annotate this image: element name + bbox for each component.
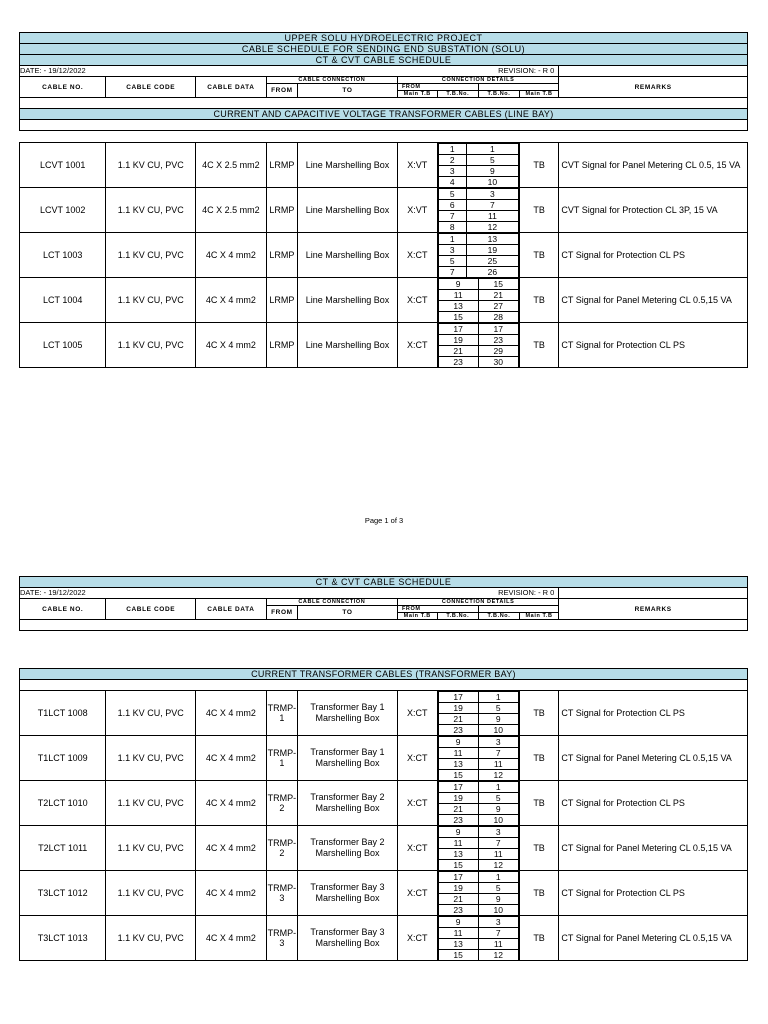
p2-col-remarks: REMARKS (559, 599, 748, 620)
tb-to-number: 12 (478, 950, 518, 961)
tb-to-number: 12 (466, 222, 518, 233)
tb-to-number: 5 (478, 793, 518, 804)
tb-from-number: 5 (438, 189, 466, 200)
p2-col-cable-connection: CABLE CONNECTION (266, 599, 397, 606)
tb-to-number: 11 (478, 759, 518, 770)
tb-from-number: 15 (438, 860, 478, 871)
cable-code: 1.1 KV CU, PVC (106, 143, 196, 188)
tb-from-number: 15 (438, 770, 478, 781)
tb-to-number: 3 (478, 917, 518, 928)
p2-col-cable-data: CABLE DATA (195, 599, 266, 620)
date-label: DATE: - 19/12/2022 (20, 66, 398, 77)
cable-no: LCVT 1001 (20, 143, 106, 188)
col-cable-connection: CABLE CONNECTION (266, 77, 397, 84)
main-tb: X:CT (397, 871, 437, 916)
terminal-block-cell (437, 691, 519, 736)
cable-data: 4C X 4 mm2 (196, 323, 267, 368)
col-tb-no-2: T.B.No. (479, 91, 520, 98)
page2-data-table (19, 668, 748, 961)
main-tb-to: TB (519, 916, 559, 961)
table-row (20, 781, 748, 826)
main-tb-to: TB (519, 233, 559, 278)
page2-title: CT & CVT CABLE SCHEDULE (20, 577, 748, 588)
terminal-block-cell (437, 143, 519, 188)
cable-code: 1.1 KV CU, PVC (106, 691, 196, 736)
to-location: Transformer Bay 2 Marshelling Box (298, 781, 398, 826)
p2-col-main-tb: Main T.B (397, 613, 437, 620)
tb-to-number: 1 (478, 782, 518, 793)
tb-from-number: 17 (438, 692, 478, 703)
section-title-transformer-bay: CURRENT TRANSFORMER CABLES (TRANSFORMER BAY) (20, 669, 748, 680)
page-number: Page 1 of 3 (364, 516, 404, 525)
remarks: CT Signal for Panel Metering CL 0.5,15 VA (559, 826, 748, 871)
tb-to-number: 10 (478, 725, 518, 736)
to-location: Line Marshelling Box (298, 323, 398, 368)
cable-data: 4C X 4 mm2 (196, 278, 267, 323)
p2-col-tb-no-2: T.B.No. (479, 613, 520, 620)
terminal-block-table (438, 143, 519, 187)
tb-from-number: 21 (438, 894, 478, 905)
tb-to-number: 12 (478, 860, 518, 871)
page2-revision-label: REVISION: - R 0 (397, 588, 558, 599)
to-location: Line Marshelling Box (298, 188, 398, 233)
col-cable-data: CABLE DATA (195, 77, 266, 98)
p2-col-cable-no: CABLE NO. (20, 599, 106, 620)
table-row (20, 278, 748, 323)
cable-code: 1.1 KV CU, PVC (106, 736, 196, 781)
cable-code: 1.1 KV CU, PVC (106, 871, 196, 916)
cable-no: T3LCT 1013 (20, 916, 106, 961)
page2-header-table (19, 576, 748, 631)
tb-to-number: 25 (466, 256, 518, 267)
project-title: UPPER SOLU HYDROELECTRIC PROJECT (20, 33, 748, 44)
tb-from-number: 17 (438, 324, 478, 335)
revision-label: REVISION: - R 0 (397, 66, 558, 77)
to-location: Transformer Bay 3 Marshelling Box (298, 871, 398, 916)
from-panel: TRMP-3 (266, 871, 297, 916)
tb-from-number: 6 (438, 200, 466, 211)
tb-from-number: 9 (438, 827, 478, 838)
tb-from-number: 21 (438, 346, 478, 357)
terminal-block-cell (437, 916, 519, 961)
main-tb: X:CT (397, 916, 437, 961)
p2-col-connection-details: CONNECTION DETAILS (397, 599, 558, 606)
from-panel: TRMP-3 (266, 916, 297, 961)
sub-title: CT & CVT CABLE SCHEDULE (20, 55, 748, 66)
cable-no: T2LCT 1010 (20, 781, 106, 826)
tb-from-number: 15 (438, 312, 478, 323)
cable-no: T2LCT 1011 (20, 826, 106, 871)
tb-to-number: 7 (478, 838, 518, 849)
remarks: CVT Signal for Protection CL 3P, 15 VA (559, 188, 748, 233)
col-from: FROM (266, 84, 297, 98)
col-main-tb: Main T.B (397, 91, 437, 98)
tb-to-number: 13 (466, 234, 518, 245)
to-location: Line Marshelling Box (298, 233, 398, 278)
terminal-block-cell (437, 278, 519, 323)
terminal-block-table (438, 233, 519, 277)
cable-no: LCVT 1002 (20, 188, 106, 233)
main-tb: X:CT (397, 736, 437, 781)
tb-to-number: 9 (478, 894, 518, 905)
tb-from-number: 19 (438, 793, 478, 804)
tb-from-number: 1 (438, 144, 466, 155)
table-row (20, 826, 748, 871)
tb-to-number: 10 (478, 815, 518, 826)
tb-from-number: 21 (438, 804, 478, 815)
tb-from-number: 13 (438, 939, 478, 950)
terminal-block-cell (437, 188, 519, 233)
remarks: CT Signal for Panel Metering CL 0.5,15 VA (559, 916, 748, 961)
tb-from-number: 7 (438, 267, 466, 278)
tb-from-number: 17 (438, 782, 478, 793)
main-tb-to: TB (519, 871, 559, 916)
tb-to-number: 27 (478, 301, 518, 312)
tb-from-number: 11 (438, 290, 478, 301)
cable-no: LCT 1005 (20, 323, 106, 368)
p2-col-main-tb-2: Main T.B (519, 613, 559, 620)
cable-data: 4C X 4 mm2 (195, 871, 266, 916)
from-panel: LRMP (266, 188, 297, 233)
cable-code: 1.1 KV CU, PVC (106, 278, 196, 323)
tb-from-number: 11 (438, 838, 478, 849)
tb-to-number: 11 (478, 849, 518, 860)
terminal-block-cell (437, 781, 519, 826)
tb-to-number: 9 (478, 714, 518, 725)
tb-to-number: 15 (478, 279, 518, 290)
main-tb-to: TB (519, 278, 559, 323)
tb-from-number: 7 (438, 211, 466, 222)
from-panel: LRMP (266, 233, 297, 278)
tb-from-number: 19 (438, 703, 478, 714)
main-tb-to: TB (519, 826, 559, 871)
terminal-block-table (438, 691, 519, 735)
remarks: CT Signal for Protection CL PS (559, 691, 748, 736)
cable-no: LCT 1003 (20, 233, 106, 278)
remarks: CT Signal for Protection CL PS (559, 871, 748, 916)
tb-from-number: 23 (438, 815, 478, 826)
to-location: Transformer Bay 3 Marshelling Box (298, 916, 398, 961)
tb-to-number: 7 (478, 928, 518, 939)
p2-col-from: FROM (266, 606, 297, 620)
tb-to-number: 5 (466, 155, 518, 166)
tb-from-number: 2 (438, 155, 466, 166)
tb-from-number: 4 (438, 177, 466, 188)
page2-date-label: DATE: - 19/12/2022 (20, 588, 398, 599)
cable-no: T1LCT 1009 (20, 736, 106, 781)
main-tb: X:CT (397, 781, 437, 826)
terminal-block-table (438, 916, 519, 960)
main-tb: X:CT (398, 233, 438, 278)
cable-no: LCT 1004 (20, 278, 106, 323)
terminal-block-cell (437, 826, 519, 871)
terminal-block-cell (437, 323, 519, 368)
tb-from-number: 11 (438, 748, 478, 759)
to-location: Transformer Bay 1 Marshelling Box (298, 691, 398, 736)
page1-header-table (19, 32, 748, 131)
remarks: CT Signal for Protection CL PS (559, 323, 748, 368)
tb-to-number: 12 (478, 770, 518, 781)
tb-to-number: 7 (466, 200, 518, 211)
tb-to-number: 9 (478, 804, 518, 815)
tb-to-number: 1 (466, 144, 518, 155)
terminal-block-table (438, 826, 519, 870)
table-row (20, 188, 748, 233)
remarks: CT Signal for Panel Metering CL 0.5,15 VA (559, 278, 748, 323)
terminal-block-cell (437, 871, 519, 916)
table-row (20, 691, 748, 736)
col-conn-from: FROM (397, 84, 478, 91)
col-cable-code: CABLE CODE (106, 77, 196, 98)
tb-to-number: 21 (478, 290, 518, 301)
tb-from-number: 23 (438, 725, 478, 736)
tb-to-number: 7 (478, 748, 518, 759)
remarks: CT Signal for Protection CL PS (559, 233, 748, 278)
tb-to-number: 26 (466, 267, 518, 278)
terminal-block-table (438, 781, 519, 825)
table-row (20, 916, 748, 961)
terminal-block-cell (437, 736, 519, 781)
terminal-block-table (438, 323, 519, 367)
col-remarks: REMARKS (559, 77, 748, 98)
terminal-block-table (438, 188, 519, 232)
tb-to-number: 28 (478, 312, 518, 323)
table-row (20, 143, 748, 188)
table-row (20, 323, 748, 368)
cable-code: 1.1 KV CU, PVC (106, 233, 196, 278)
cable-data: 4C X 2.5 mm2 (196, 188, 267, 233)
cable-no: T1LCT 1008 (20, 691, 106, 736)
tb-from-number: 21 (438, 714, 478, 725)
cable-data: 4C X 4 mm2 (195, 736, 266, 781)
page1-data-table (19, 142, 748, 368)
col-to: TO (298, 84, 398, 98)
tb-to-number: 1 (478, 872, 518, 883)
main-tb-to: TB (519, 143, 559, 188)
from-panel: TRMP-1 (266, 691, 297, 736)
p2-col-to: TO (298, 606, 398, 620)
tb-from-number: 19 (438, 335, 478, 346)
terminal-block-table (438, 871, 519, 915)
main-tb: X:VT (398, 143, 438, 188)
cable-data: 4C X 4 mm2 (195, 916, 266, 961)
cable-data: 4C X 4 mm2 (195, 826, 266, 871)
terminal-block-table (438, 278, 519, 322)
p2-col-tb-no: T.B.No. (437, 613, 479, 620)
cable-data: 4C X 4 mm2 (195, 781, 266, 826)
section-title-line-bay: CURRENT AND CAPACITIVE VOLTAGE TRANSFORMER CABLES (LINE BAY) (20, 109, 748, 120)
main-tb: X:CT (397, 826, 437, 871)
schedule-title: CABLE SCHEDULE FOR SENDING END SUBSTATION (SOLU) (20, 44, 748, 55)
main-tb: X:VT (398, 188, 438, 233)
remarks: CT Signal for Panel Metering CL 0.5,15 VA (559, 736, 748, 781)
remarks: CVT Signal for Panel Metering CL 0.5, 15 VA (559, 143, 748, 188)
tb-from-number: 1 (438, 234, 466, 245)
col-main-tb-2: Main T.B (519, 91, 559, 98)
tb-to-number: 1 (478, 692, 518, 703)
tb-to-number: 3 (478, 827, 518, 838)
tb-from-number: 13 (438, 759, 478, 770)
terminal-block-table (438, 736, 519, 780)
tb-from-number: 15 (438, 950, 478, 961)
tb-to-number: 19 (466, 245, 518, 256)
main-tb: X:CT (398, 278, 438, 323)
main-tb: X:CT (397, 691, 437, 736)
from-panel: TRMP-2 (266, 781, 297, 826)
from-panel: TRMP-2 (266, 826, 297, 871)
tb-to-number: 10 (478, 905, 518, 916)
tb-to-number: 30 (478, 357, 518, 368)
tb-to-number: 11 (478, 939, 518, 950)
cable-code: 1.1 KV CU, PVC (106, 916, 196, 961)
tb-to-number: 23 (478, 335, 518, 346)
tb-from-number: 17 (438, 872, 478, 883)
tb-from-number: 23 (438, 905, 478, 916)
from-panel: LRMP (266, 143, 297, 188)
table-row (20, 736, 748, 781)
tb-to-number: 3 (478, 737, 518, 748)
cable-data: 4C X 4 mm2 (196, 233, 267, 278)
main-tb-to: TB (519, 323, 559, 368)
main-tb-to: TB (519, 736, 559, 781)
cable-code: 1.1 KV CU, PVC (106, 781, 196, 826)
table-row (20, 233, 748, 278)
tb-to-number: 9 (466, 166, 518, 177)
to-location: Line Marshelling Box (298, 278, 398, 323)
tb-from-number: 13 (438, 849, 478, 860)
cable-no: T3LCT 1012 (20, 871, 106, 916)
main-tb-to: TB (519, 188, 559, 233)
table-row (20, 871, 748, 916)
tb-from-number: 3 (438, 245, 466, 256)
tb-to-number: 29 (478, 346, 518, 357)
tb-from-number: 11 (438, 928, 478, 939)
terminal-block-cell (437, 233, 519, 278)
cable-data: 4C X 4 mm2 (195, 691, 266, 736)
main-tb: X:CT (398, 323, 438, 368)
to-location: Line Marshelling Box (298, 143, 398, 188)
cable-code: 1.1 KV CU, PVC (106, 323, 196, 368)
tb-from-number: 9 (438, 737, 478, 748)
to-location: Transformer Bay 2 Marshelling Box (298, 826, 398, 871)
tb-from-number: 3 (438, 166, 466, 177)
tb-from-number: 13 (438, 301, 478, 312)
cable-data: 4C X 2.5 mm2 (196, 143, 267, 188)
tb-to-number: 3 (466, 189, 518, 200)
tb-from-number: 5 (438, 256, 466, 267)
tb-from-number: 23 (438, 357, 478, 368)
from-panel: LRMP (266, 278, 297, 323)
tb-from-number: 9 (438, 917, 478, 928)
p2-col-conn-from: FROM (397, 606, 478, 613)
tb-from-number: 8 (438, 222, 466, 233)
tb-to-number: 5 (478, 703, 518, 714)
tb-to-number: 5 (478, 883, 518, 894)
tb-to-number: 10 (466, 177, 518, 188)
cable-code: 1.1 KV CU, PVC (106, 188, 196, 233)
tb-to-number: 17 (478, 324, 518, 335)
main-tb-to: TB (519, 781, 559, 826)
from-panel: TRMP-1 (266, 736, 297, 781)
tb-to-number: 11 (466, 211, 518, 222)
to-location: Transformer Bay 1 Marshelling Box (298, 736, 398, 781)
col-connection-details: CONNECTION DETAILS (397, 77, 558, 84)
col-tb-no: T.B.No. (437, 91, 479, 98)
remarks: CT Signal for Protection CL PS (559, 781, 748, 826)
tb-from-number: 9 (438, 279, 478, 290)
p2-col-cable-code: CABLE CODE (106, 599, 196, 620)
from-panel: LRMP (266, 323, 297, 368)
col-cable-no: CABLE NO. (20, 77, 106, 98)
tb-from-number: 19 (438, 883, 478, 894)
cable-code: 1.1 KV CU, PVC (106, 826, 196, 871)
main-tb-to: TB (519, 691, 559, 736)
